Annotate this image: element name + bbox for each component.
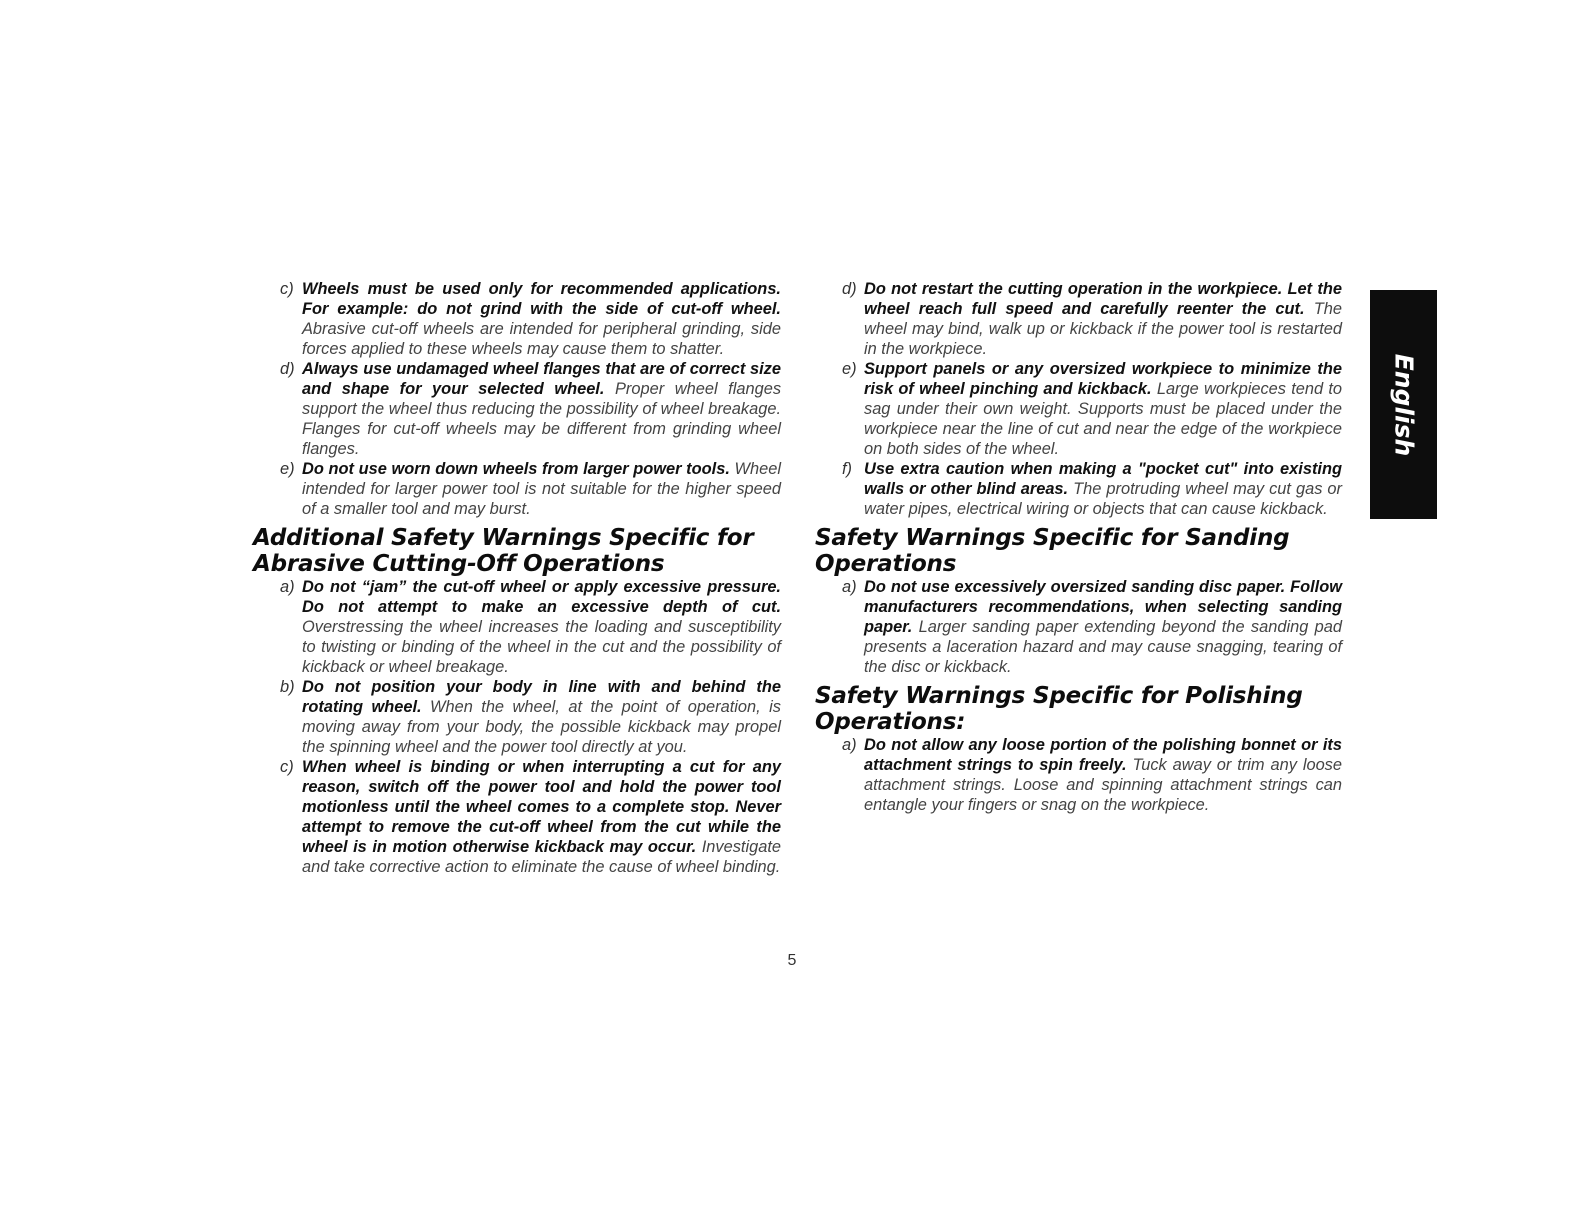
item-marker: f) (842, 460, 853, 478)
list-item (253, 359, 781, 459)
item-body: Large workpieces tend to sag under their own weight. Supports must be placed under the workpiece near the line of cut and near the edge of the workpiece on both sides of the wheel. (864, 380, 1343, 458)
item-lead: Do not allow any loose portion of the polishing bonnet or its attachment strings to spin freely. (864, 736, 1342, 774)
item-marker: c) (280, 758, 294, 776)
item-lead: Do not “jam” the cut-off wheel or apply excessive pressure. Do not attempt to make an excessive depth of cut. (302, 578, 781, 616)
item-marker: a) (280, 578, 295, 596)
item-body: The protruding wheel may cut gas or water pipes, electrical wiring or objects that can cause kickback. (864, 480, 1343, 518)
list-item (253, 757, 781, 877)
item-marker: e) (280, 460, 295, 478)
item-body: Tuck away or trim any loose attachment strings. Loose and spinning attachment strings can entangle your fingers or snag on the workpiece. (864, 756, 1342, 814)
item-lead: When wheel is binding or when interrupting a cut for any reason, switch off the power tool and hold the power tool motionless until the wheel comes to a complete stop. Never attempt to remove the cut-off wheel from the cut while the wheel is in motion otherwise kickback may occur. (302, 758, 781, 856)
section-heading-sanding: Safety Warnings Specific for Sanding Operations (815, 525, 1290, 577)
item-marker: a) (842, 578, 857, 596)
item-lead: Use extra caution when making a "pocket cut" into existing walls or other blind areas. (864, 460, 1342, 498)
item-lead: Do not restart the cutting operation in the workpiece. Let the wheel reach full speed and carefully reenter the cut. (864, 280, 1342, 318)
item-body: When the wheel, at the point of operation, is moving away from your body, the possible kickback may propel the spinning wheel and the power tool directly at you. (302, 698, 781, 756)
page-number: 5 (787, 952, 797, 969)
item-lead: Support panels or any oversized workpiece to minimize the risk of wheel pinching and kickback. (864, 360, 1342, 398)
item-body: Larger sanding paper extending beyond the sanding pad presents a laceration hazard and may cause snagging, tearing of the disc or kickback. (864, 618, 1342, 676)
item-lead: Do not use excessively oversized sanding disc paper. Follow manufacturers recommendations, when selecting sanding paper. (864, 578, 1342, 636)
item-marker: d) (280, 360, 295, 378)
item-lead: Do not position your body in line with and behind the rotating wheel. (302, 678, 781, 716)
item-body: Proper wheel flanges support the wheel thus reducing the possibility of wheel breakage. Flanges for cut-off wheels may be different from grinding wheel flanges. (302, 380, 782, 458)
item-body: Investigate and take corrective action to eliminate the cause of wheel binding. (302, 838, 781, 876)
list-item (253, 279, 781, 359)
item-body: The wheel may bind, walk up or kickback if the power tool is restarted in the workpiece. (864, 300, 1342, 358)
item-lead: Wheels must be used only for recommended applications. For example: do not grind with the side of cut-off wheel. (302, 280, 781, 318)
item-marker: d) (842, 280, 857, 298)
list-item (253, 459, 781, 519)
list-item (815, 279, 1342, 359)
language-tab-label: English (1389, 353, 1418, 456)
item-marker: e) (842, 360, 857, 378)
item-body: Abrasive cut-off wheels are intended for peripheral grinding, side forces applied to these wheels may cause them to shatter. (302, 320, 781, 358)
list-item (815, 359, 1342, 459)
list-item (815, 577, 1342, 677)
section-heading-abrasive-cutting: Additional Safety Warnings Specific for Abrasive Cutting-Off Operations (253, 525, 754, 577)
item-marker: b) (280, 678, 295, 696)
item-body: Wheel intended for larger power tool is not suitable for the higher speed of a smaller tool and may burst. (302, 460, 781, 518)
item-body: Overstressing the wheel increases the loading and susceptibility to twisting or binding of the wheel in the cut and the possibility of kickback or wheel breakage. (302, 618, 781, 676)
right-column (815, 279, 1342, 815)
item-lead: Always use undamaged wheel flanges that are of correct size and shape for your selected wheel. (302, 360, 781, 398)
list-item (815, 459, 1342, 519)
language-tab (1370, 290, 1437, 519)
list-item (253, 677, 781, 757)
item-lead: Do not use worn down wheels from larger power tools. (302, 460, 735, 478)
list-item (815, 735, 1342, 815)
item-marker: c) (280, 280, 294, 298)
list-item (253, 577, 781, 677)
section-heading-polishing: Safety Warnings Specific for Polishing Operations: (815, 683, 1303, 735)
left-column (253, 279, 781, 877)
item-marker: a) (842, 736, 857, 754)
